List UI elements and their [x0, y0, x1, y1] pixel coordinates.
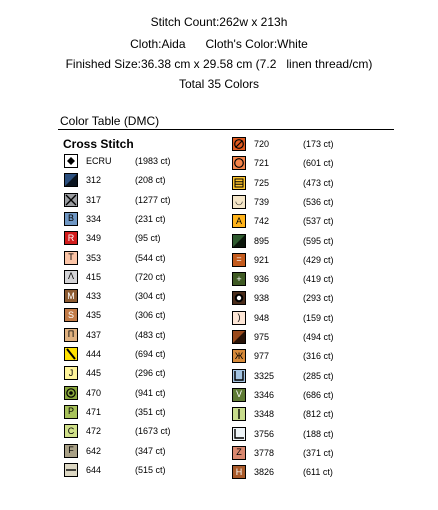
- stitch-count-value: (694 ct): [135, 349, 166, 359]
- color-number: 3325: [254, 370, 275, 381]
- pi-icon: Π: [64, 328, 78, 342]
- stitch-count-value: (720 ct): [135, 271, 166, 282]
- cup-icon: ◡: [232, 195, 246, 209]
- circle-outline-icon: [232, 156, 246, 170]
- caret-icon: Λ: [64, 270, 78, 284]
- dash-icon: [64, 463, 78, 477]
- color-number: ECRU: [86, 156, 112, 166]
- letter-s-icon: S: [64, 308, 78, 322]
- stitch-count-value: (159 ct): [303, 312, 334, 323]
- stitch-count-value: (95 ct): [135, 233, 161, 244]
- backslash-icon: [64, 347, 78, 361]
- stitch-count-value: (347 ct): [135, 445, 166, 456]
- stitch-count-value: (1673 ct): [135, 426, 171, 437]
- color-number: 975: [254, 332, 270, 342]
- stitch-count-value: (812 ct): [303, 409, 334, 420]
- stitch-count-value: (483 ct): [135, 329, 166, 340]
- triple-bar-icon: [232, 176, 246, 190]
- diagonal-half-icon: [64, 173, 78, 187]
- vertical-bar-icon: [232, 407, 246, 421]
- color-number: 936: [254, 274, 270, 285]
- stitch-count-value: (1983 ct): [135, 156, 171, 166]
- stitch-count: Stitch Count:262w x 213h: [150, 15, 288, 29]
- letter-b-icon: B: [64, 212, 78, 226]
- color-number: 977: [254, 351, 270, 362]
- color-number: 433: [86, 291, 102, 302]
- stitch-count-value: (316 ct): [303, 351, 334, 362]
- letter-p-icon: P: [64, 405, 78, 419]
- color-number: 742: [254, 216, 270, 227]
- color-number: 437: [86, 329, 102, 340]
- stitch-count-value: (686 ct): [303, 389, 334, 400]
- stitch-count-value: (285 ct): [303, 370, 334, 381]
- section-divider: [58, 129, 394, 130]
- stitch-count-value: (231 ct): [135, 213, 166, 224]
- stitch-count-value: (544 ct): [135, 252, 166, 263]
- stitch-count-value: (304 ct): [135, 291, 166, 302]
- color-number: 725: [254, 177, 270, 188]
- stitch-count-value: (537 ct): [303, 216, 334, 227]
- color-number: 895: [254, 235, 270, 246]
- color-number: 334: [86, 213, 102, 224]
- letter-r-icon: R: [64, 231, 78, 245]
- diagonal-half-icon: [232, 234, 246, 248]
- stitch-count-value: (419 ct): [303, 274, 334, 285]
- slashed-circle-icon: [232, 137, 246, 151]
- color-number: 721: [254, 158, 270, 169]
- letter-m-icon: M: [64, 289, 78, 303]
- color-number: 471: [86, 406, 102, 417]
- letter-j-icon: J: [64, 366, 78, 380]
- t-bar-icon: T: [64, 251, 78, 265]
- filled-circle-icon: [232, 291, 246, 305]
- stitch-count-value: (941 ct): [135, 387, 166, 398]
- letter-v-icon: V: [232, 388, 246, 402]
- stitch-count-value: (595 ct): [303, 235, 334, 246]
- color-number: 642: [86, 445, 102, 456]
- stitch-count-value: (429 ct): [303, 254, 334, 265]
- color-number: 3756: [254, 428, 275, 439]
- letter-c-icon: C: [64, 424, 78, 438]
- stitch-count-value: (371 ct): [303, 447, 334, 458]
- h-bracket-icon: H: [232, 465, 246, 479]
- color-number: 445: [86, 368, 102, 379]
- stitch-count-value: (188 ct): [303, 428, 334, 439]
- paren-icon: ): [232, 311, 246, 325]
- color-number: 948: [254, 312, 270, 323]
- stitch-count-value: (293 ct): [303, 293, 334, 304]
- color-number: 317: [86, 194, 102, 205]
- color-number: 739: [254, 196, 270, 207]
- color-number: 435: [86, 310, 102, 321]
- color-number: 3348: [254, 409, 275, 420]
- color-number: 444: [86, 349, 102, 359]
- color-number: 415: [86, 271, 102, 282]
- color-number: 938: [254, 293, 270, 304]
- plus-icon: +: [232, 272, 246, 286]
- color-number: 353: [86, 252, 102, 263]
- section-title: Color Table (DMC): [60, 114, 160, 128]
- color-number: 3826: [254, 467, 275, 478]
- stitch-count-value: (1277 ct): [135, 194, 171, 205]
- stitch-count-value: (351 ct): [135, 406, 166, 417]
- letter-z-icon: Z: [232, 446, 246, 460]
- stitch-count-value: (473 ct): [303, 177, 334, 188]
- target-icon: [64, 386, 78, 400]
- color-number: 472: [86, 426, 102, 437]
- color-number: 3346: [254, 389, 275, 400]
- total-colors: Total 35 Colors: [178, 77, 260, 91]
- cloth-info: Cloth:Aida Cloth's Color:White: [130, 37, 308, 51]
- color-number: 312: [86, 175, 102, 186]
- bracket-u-icon: [232, 369, 246, 383]
- stitch-count-value: (536 ct): [303, 196, 334, 207]
- color-number: 3778: [254, 447, 275, 458]
- cross-stitch-heading: Cross Stitch: [63, 137, 134, 151]
- color-number: 720: [254, 139, 270, 149]
- color-number: 644: [86, 464, 102, 475]
- stitch-count-value: (601 ct): [303, 158, 334, 169]
- color-number: 921: [254, 254, 270, 265]
- asterisk-icon: Ж: [232, 349, 246, 363]
- stitch-count-value: (494 ct): [303, 332, 334, 342]
- stitch-count-value: (208 ct): [135, 175, 166, 186]
- stitch-count-value: (611 ct): [303, 467, 333, 478]
- equals-icon: =: [232, 253, 246, 267]
- x-cross-icon: [64, 193, 78, 207]
- color-number: 349: [86, 233, 102, 244]
- color-number: 470: [86, 387, 102, 398]
- diagonal-half-icon: [232, 330, 246, 344]
- stitch-count-value: (296 ct): [135, 368, 166, 379]
- corner-icon: [232, 427, 246, 441]
- stitch-count-value: (173 ct): [303, 139, 334, 149]
- finished-size: Finished Size:36.38 cm x 29.58 cm (7.2 linen thread/cm): [65, 57, 373, 71]
- letter-f-icon: F: [64, 444, 78, 458]
- letter-a-icon: A: [232, 214, 246, 228]
- stitch-count-value: (306 ct): [135, 310, 166, 321]
- dot-square-icon: [64, 154, 78, 168]
- stitch-count-value: (515 ct): [135, 464, 166, 475]
